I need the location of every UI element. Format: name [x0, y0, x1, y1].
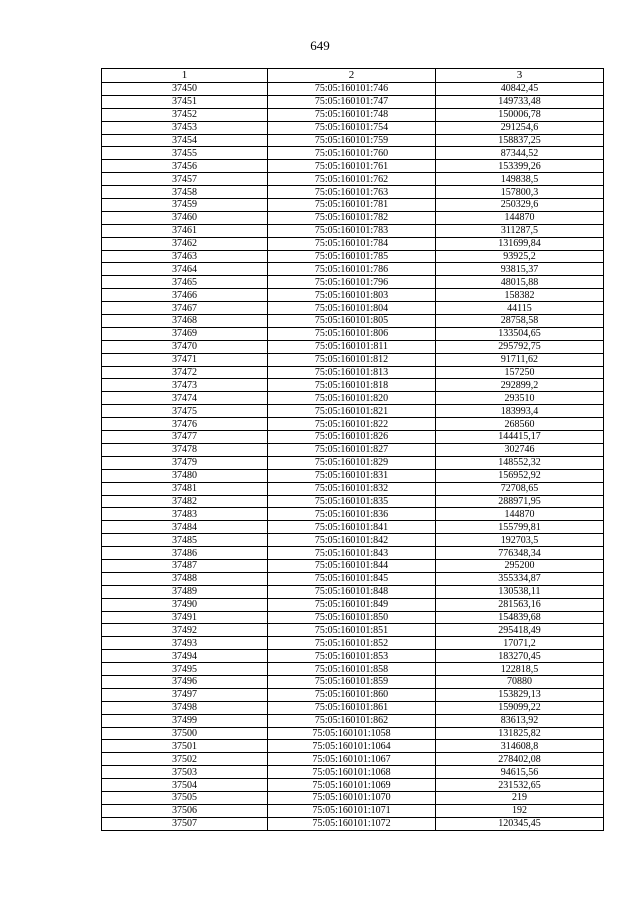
value-cell: 131699,84 — [436, 237, 604, 250]
row-number-cell: 37493 — [102, 637, 268, 650]
value-cell: 157250 — [436, 366, 604, 379]
cadastral-number-cell: 75:05:160101:759 — [268, 134, 436, 147]
table-row — [102, 534, 604, 547]
table-row — [102, 495, 604, 508]
row-number-cell: 37488 — [102, 572, 268, 585]
row-number-cell: 37490 — [102, 598, 268, 611]
row-number-cell: 37459 — [102, 199, 268, 212]
value-cell: 776348,34 — [436, 547, 604, 560]
table-row — [102, 250, 604, 263]
cadastral-number-cell: 75:05:160101:1071 — [268, 804, 436, 817]
value-cell: 130538,11 — [436, 585, 604, 598]
table-row — [102, 637, 604, 650]
value-cell: 122818,5 — [436, 663, 604, 676]
cadastral-number-cell: 75:05:160101:829 — [268, 456, 436, 469]
value-cell: 292899,2 — [436, 379, 604, 392]
row-number-cell: 37480 — [102, 469, 268, 482]
value-cell: 157800,3 — [436, 186, 604, 199]
value-cell: 153829,13 — [436, 688, 604, 701]
cadastral-number-cell: 75:05:160101:821 — [268, 405, 436, 418]
table-row — [102, 766, 604, 779]
cadastral-number-cell: 75:05:160101:748 — [268, 108, 436, 121]
row-number-cell: 37498 — [102, 701, 268, 714]
value-cell: 231532,65 — [436, 779, 604, 792]
row-number-cell: 37491 — [102, 611, 268, 624]
value-cell: 93815,37 — [436, 263, 604, 276]
row-number-cell: 37484 — [102, 521, 268, 534]
value-cell: 93925,2 — [436, 250, 604, 263]
table-row — [102, 405, 604, 418]
row-number-cell: 37462 — [102, 237, 268, 250]
row-number-cell: 37495 — [102, 663, 268, 676]
cadastral-number-cell: 75:05:160101:843 — [268, 547, 436, 560]
table-row — [102, 173, 604, 186]
row-number-cell: 37465 — [102, 276, 268, 289]
value-cell: 133504,65 — [436, 327, 604, 340]
table-row — [102, 456, 604, 469]
table-row — [102, 572, 604, 585]
table-row — [102, 585, 604, 598]
cadastral-number-cell: 75:05:160101:796 — [268, 276, 436, 289]
value-cell: 87344,52 — [436, 147, 604, 160]
cadastral-number-cell: 75:05:160101:803 — [268, 289, 436, 302]
row-number-cell: 37497 — [102, 688, 268, 701]
row-number-cell: 37506 — [102, 804, 268, 817]
value-cell: 144415,17 — [436, 431, 604, 444]
row-number-cell: 37471 — [102, 353, 268, 366]
table-row — [102, 675, 604, 688]
cadastral-number-cell: 75:05:160101:851 — [268, 624, 436, 637]
value-cell: 70880 — [436, 675, 604, 688]
row-number-cell: 37453 — [102, 121, 268, 134]
row-number-cell: 37464 — [102, 263, 268, 276]
table-row — [102, 508, 604, 521]
value-cell: 94615,56 — [436, 766, 604, 779]
table-row — [102, 791, 604, 804]
page-number: 649 — [310, 38, 330, 53]
row-number-cell: 37507 — [102, 817, 268, 830]
table-row — [102, 379, 604, 392]
cadastral-number-cell: 75:05:160101:848 — [268, 585, 436, 598]
table-row — [102, 740, 604, 753]
value-cell: 40842,45 — [436, 83, 604, 96]
table-row — [102, 199, 604, 212]
table-row — [102, 95, 604, 108]
column-header-1: 1 — [102, 69, 268, 83]
value-cell: 48015,88 — [436, 276, 604, 289]
row-number-cell: 37481 — [102, 482, 268, 495]
table-row — [102, 121, 604, 134]
table-row — [102, 289, 604, 302]
row-number-cell: 37485 — [102, 534, 268, 547]
cadastral-number-cell: 75:05:160101:811 — [268, 340, 436, 353]
row-number-cell: 37452 — [102, 108, 268, 121]
table-row — [102, 134, 604, 147]
value-cell: 156952,92 — [436, 469, 604, 482]
value-cell: 278402,08 — [436, 753, 604, 766]
table-row — [102, 624, 604, 637]
cadastral-number-cell: 75:05:160101:784 — [268, 237, 436, 250]
row-number-cell: 37504 — [102, 779, 268, 792]
cadastral-number-cell: 75:05:160101:761 — [268, 160, 436, 173]
row-number-cell: 37472 — [102, 366, 268, 379]
cadastral-number-cell: 75:05:160101:831 — [268, 469, 436, 482]
row-number-cell: 37502 — [102, 753, 268, 766]
row-number-cell: 37489 — [102, 585, 268, 598]
cadastral-number-cell: 75:05:160101:763 — [268, 186, 436, 199]
value-cell: 159099,22 — [436, 701, 604, 714]
value-cell: 302746 — [436, 443, 604, 456]
value-cell: 120345,45 — [436, 817, 604, 830]
table-row — [102, 366, 604, 379]
row-number-cell: 37470 — [102, 340, 268, 353]
cadastral-number-cell: 75:05:160101:813 — [268, 366, 436, 379]
value-cell: 355334,87 — [436, 572, 604, 585]
cadastral-number-cell: 75:05:160101:1069 — [268, 779, 436, 792]
table-row — [102, 327, 604, 340]
cadastral-number-cell: 75:05:160101:1068 — [268, 766, 436, 779]
value-cell: 91711,62 — [436, 353, 604, 366]
table-row — [102, 521, 604, 534]
cadastral-number-cell: 75:05:160101:850 — [268, 611, 436, 624]
cadastral-number-cell: 75:05:160101:746 — [268, 83, 436, 96]
table-row — [102, 727, 604, 740]
value-cell: 250329,6 — [436, 199, 604, 212]
value-cell: 314608,8 — [436, 740, 604, 753]
cadastral-number-cell: 75:05:160101:1072 — [268, 817, 436, 830]
table-row — [102, 469, 604, 482]
value-cell: 72708,65 — [436, 482, 604, 495]
cadastral-number-cell: 75:05:160101:844 — [268, 559, 436, 572]
row-number-cell: 37475 — [102, 405, 268, 418]
value-cell: 293510 — [436, 392, 604, 405]
cadastral-number-cell: 75:05:160101:762 — [268, 173, 436, 186]
value-cell: 192 — [436, 804, 604, 817]
value-cell: 150006,78 — [436, 108, 604, 121]
column-header-2: 2 — [268, 69, 436, 83]
cadastral-number-cell: 75:05:160101:812 — [268, 353, 436, 366]
cadastral-number-cell: 75:05:160101:842 — [268, 534, 436, 547]
table-row — [102, 431, 604, 444]
row-number-cell: 37461 — [102, 224, 268, 237]
value-cell: 83613,92 — [436, 714, 604, 727]
row-number-cell: 37487 — [102, 559, 268, 572]
data-table — [101, 68, 604, 831]
row-number-cell: 37482 — [102, 495, 268, 508]
row-number-cell: 37499 — [102, 714, 268, 727]
row-number-cell: 37454 — [102, 134, 268, 147]
row-number-cell: 37473 — [102, 379, 268, 392]
cadastral-number-cell: 75:05:160101:1067 — [268, 753, 436, 766]
value-cell: 144870 — [436, 211, 604, 224]
value-cell: 28758,58 — [436, 315, 604, 328]
row-number-cell: 37467 — [102, 302, 268, 315]
table-row — [102, 559, 604, 572]
row-number-cell: 37500 — [102, 727, 268, 740]
cadastral-number-cell: 75:05:160101:1058 — [268, 727, 436, 740]
cadastral-number-cell: 75:05:160101:805 — [268, 315, 436, 328]
row-number-cell: 37478 — [102, 443, 268, 456]
value-cell: 154839,68 — [436, 611, 604, 624]
row-number-cell: 37460 — [102, 211, 268, 224]
row-number-cell: 37468 — [102, 315, 268, 328]
table-row — [102, 83, 604, 96]
cadastral-number-cell: 75:05:160101:845 — [268, 572, 436, 585]
table-row — [102, 598, 604, 611]
value-cell: 192703,5 — [436, 534, 604, 547]
cadastral-number-cell: 75:05:160101:832 — [268, 482, 436, 495]
value-cell: 131825,82 — [436, 727, 604, 740]
row-number-cell: 37466 — [102, 289, 268, 302]
cadastral-number-cell: 75:05:160101:747 — [268, 95, 436, 108]
row-number-cell: 37455 — [102, 147, 268, 160]
cadastral-number-cell: 75:05:160101:841 — [268, 521, 436, 534]
row-number-cell: 37450 — [102, 83, 268, 96]
row-number-cell: 37477 — [102, 431, 268, 444]
table-row — [102, 779, 604, 792]
cadastral-number-cell: 75:05:160101:760 — [268, 147, 436, 160]
table-row — [102, 302, 604, 315]
table-row — [102, 817, 604, 830]
row-number-cell: 37503 — [102, 766, 268, 779]
value-cell: 148552,32 — [436, 456, 604, 469]
table-row — [102, 276, 604, 289]
table-row — [102, 392, 604, 405]
cadastral-number-cell: 75:05:160101:835 — [268, 495, 436, 508]
cadastral-number-cell: 75:05:160101:849 — [268, 598, 436, 611]
row-number-cell: 37457 — [102, 173, 268, 186]
table-row — [102, 340, 604, 353]
table-body — [102, 83, 604, 831]
table-row — [102, 714, 604, 727]
cadastral-number-cell: 75:05:160101:754 — [268, 121, 436, 134]
cadastral-number-cell: 75:05:160101:836 — [268, 508, 436, 521]
row-number-cell: 37451 — [102, 95, 268, 108]
value-cell: 149733,48 — [436, 95, 604, 108]
value-cell: 295418,49 — [436, 624, 604, 637]
cadastral-number-cell: 75:05:160101:860 — [268, 688, 436, 701]
table-row — [102, 224, 604, 237]
table-row — [102, 353, 604, 366]
value-cell: 158837,25 — [436, 134, 604, 147]
cadastral-number-cell: 75:05:160101:861 — [268, 701, 436, 714]
table-header-row — [102, 69, 604, 83]
table-row — [102, 186, 604, 199]
row-number-cell: 37496 — [102, 675, 268, 688]
cadastral-number-cell: 75:05:160101:827 — [268, 443, 436, 456]
row-number-cell: 37463 — [102, 250, 268, 263]
row-number-cell: 37505 — [102, 791, 268, 804]
value-cell: 17071,2 — [436, 637, 604, 650]
cadastral-number-cell: 75:05:160101:859 — [268, 675, 436, 688]
column-header-3: 3 — [436, 69, 604, 83]
cadastral-number-cell: 75:05:160101:820 — [268, 392, 436, 405]
table-row — [102, 237, 604, 250]
table-row — [102, 482, 604, 495]
row-number-cell: 37494 — [102, 650, 268, 663]
value-cell: 281563,16 — [436, 598, 604, 611]
row-number-cell: 37469 — [102, 327, 268, 340]
cadastral-number-cell: 75:05:160101:826 — [268, 431, 436, 444]
table-row — [102, 688, 604, 701]
table-row — [102, 263, 604, 276]
cadastral-number-cell: 75:05:160101:781 — [268, 199, 436, 212]
table-row — [102, 443, 604, 456]
cadastral-number-cell: 75:05:160101:852 — [268, 637, 436, 650]
value-cell: 268560 — [436, 418, 604, 431]
table-row — [102, 663, 604, 676]
cadastral-number-cell: 75:05:160101:783 — [268, 224, 436, 237]
table-row — [102, 753, 604, 766]
value-cell: 149838,5 — [436, 173, 604, 186]
cadastral-number-cell: 75:05:160101:786 — [268, 263, 436, 276]
table-row — [102, 147, 604, 160]
row-number-cell: 37486 — [102, 547, 268, 560]
table-row — [102, 804, 604, 817]
value-cell: 183993,4 — [436, 405, 604, 418]
cadastral-number-cell: 75:05:160101:822 — [268, 418, 436, 431]
value-cell: 219 — [436, 791, 604, 804]
cadastral-number-cell: 75:05:160101:858 — [268, 663, 436, 676]
cadastral-number-cell: 75:05:160101:1070 — [268, 791, 436, 804]
row-number-cell: 37456 — [102, 160, 268, 173]
value-cell: 291254,6 — [436, 121, 604, 134]
cadastral-number-cell: 75:05:160101:804 — [268, 302, 436, 315]
row-number-cell: 37501 — [102, 740, 268, 753]
value-cell: 155799,81 — [436, 521, 604, 534]
value-cell: 153399,26 — [436, 160, 604, 173]
table-row — [102, 418, 604, 431]
row-number-cell: 37483 — [102, 508, 268, 521]
row-number-cell: 37458 — [102, 186, 268, 199]
value-cell: 158382 — [436, 289, 604, 302]
table-row — [102, 650, 604, 663]
value-cell: 44115 — [436, 302, 604, 315]
value-cell: 311287,5 — [436, 224, 604, 237]
table-row — [102, 211, 604, 224]
table-row — [102, 160, 604, 173]
table-row — [102, 611, 604, 624]
row-number-cell: 37474 — [102, 392, 268, 405]
value-cell: 288971,95 — [436, 495, 604, 508]
table-row — [102, 108, 604, 121]
cadastral-number-cell: 75:05:160101:1064 — [268, 740, 436, 753]
cadastral-number-cell: 75:05:160101:853 — [268, 650, 436, 663]
value-cell: 183270,45 — [436, 650, 604, 663]
row-number-cell: 37479 — [102, 456, 268, 469]
cadastral-number-cell: 75:05:160101:862 — [268, 714, 436, 727]
value-cell: 295200 — [436, 559, 604, 572]
value-cell: 144870 — [436, 508, 604, 521]
table-row — [102, 315, 604, 328]
cadastral-number-cell: 75:05:160101:785 — [268, 250, 436, 263]
cadastral-number-cell: 75:05:160101:818 — [268, 379, 436, 392]
value-cell: 295792,75 — [436, 340, 604, 353]
row-number-cell: 37492 — [102, 624, 268, 637]
cadastral-number-cell: 75:05:160101:782 — [268, 211, 436, 224]
row-number-cell: 37476 — [102, 418, 268, 431]
cadastral-number-cell: 75:05:160101:806 — [268, 327, 436, 340]
table-row — [102, 547, 604, 560]
table-row — [102, 701, 604, 714]
